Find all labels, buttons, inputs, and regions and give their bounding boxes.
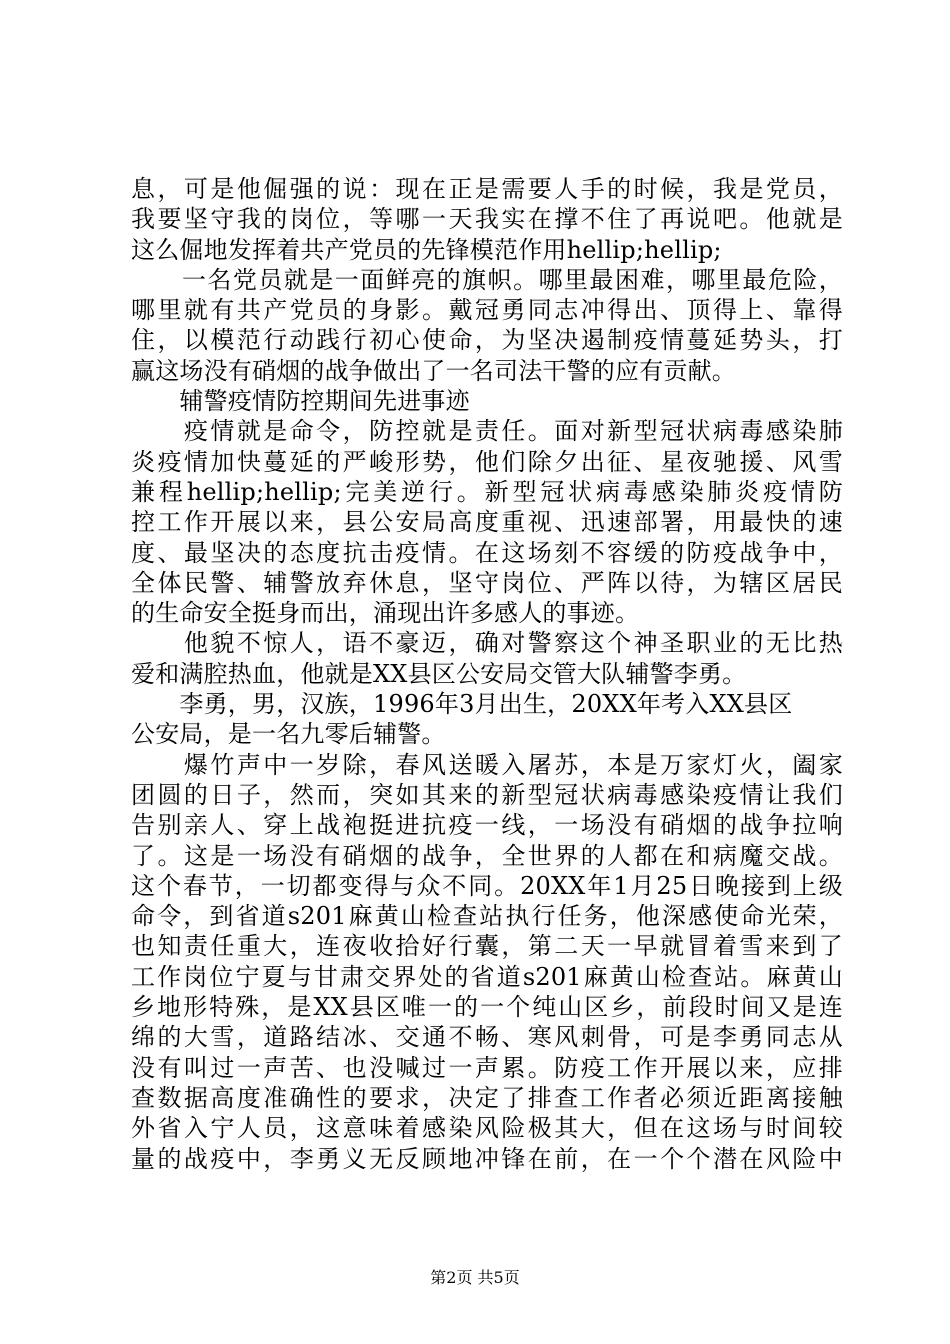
text-line: 的生命安全挺身而出，涌现出许多感人的事迹。 xyxy=(131,599,640,628)
text-line: 爱和满腔热血，他就是XX县区公安局交管大队辅警李勇。 xyxy=(131,659,747,688)
text-line: 绵的大雪，道路结冰、交通不畅、寒风刺骨，可是李勇同志从 xyxy=(131,1023,843,1052)
text-line: 全体民警、辅警放弃休息，坚守岗位、严阵以待，为辖区居民 xyxy=(131,568,843,597)
text-line: 命令，到省道s201麻黄山检查站执行任务，他深感使命光荣， xyxy=(131,902,843,931)
page-footer: 第2页 共5页 xyxy=(430,1268,520,1287)
text-line: 度、最坚决的态度抗击疫情。在这场刻不容缓的防疫战争中， xyxy=(131,538,843,567)
text-line: 这么倔地发挥着共产党员的先锋模范作用hellip;hellip; xyxy=(131,235,722,264)
text-line: 查数据高度准确性的要求，决定了排查工作者必须近距离接触 xyxy=(131,1083,843,1112)
text-line: 哪里就有共产党员的身影。戴冠勇同志冲得出、顶得上、靠得 xyxy=(131,296,843,325)
text-line: 乡地形特殊，是XX县区唯一的一个纯山区乡，前段时间又是连 xyxy=(131,993,843,1022)
text-line: 辅警疫情防控期间先进事迹 xyxy=(131,387,470,416)
text-line: 炎疫情加快蔓延的严峻形势，他们除夕出征、星夜驰援、风雪 xyxy=(131,447,843,476)
text-line: 外省入宁人员，这意味着感染风险极其大，但在这场与时间较 xyxy=(131,1114,843,1143)
text-line: 李勇，男，汉族，1996年3月出生，20XX年考入XX县区 xyxy=(131,690,793,719)
text-line: 量的战疫中，李勇义无反顾地冲锋在前，在一个个潜在风险中 xyxy=(131,1144,843,1173)
text-line: 他貌不惊人，语不豪迈，确对警察这个神圣职业的无比热 xyxy=(131,629,843,658)
text-line: 这个春节，一切都变得与众不同。20XX年1月25日晚接到上级 xyxy=(131,871,843,900)
text-line: 息，可是他倔强的说：现在正是需要人手的时候，我是党员， xyxy=(131,175,843,203)
text-line: 我要坚守我的岗位，等哪一天我实在撑不住了再说吧。他就是 xyxy=(131,205,843,234)
text-line: 疫情就是命令，防控就是责任。面对新型冠状病毒感染肺 xyxy=(131,417,843,446)
text-line: 控工作开展以来，县公安局高度重视、迅速部署，用最快的速 xyxy=(131,508,843,537)
text-line: 爆竹声中一岁除，春风送暖入屠苏，本是万家灯火，阖家 xyxy=(131,750,843,779)
text-line: 住，以模范行动践行初心使命，为坚决遏制疫情蔓延势头，打 xyxy=(131,326,843,355)
text-line: 一名党员就是一面鲜亮的旗帜。哪里最困难，哪里最危险， xyxy=(131,265,843,294)
text-line: 赢这场没有硝烟的战争做出了一名司法干警的应有贡献。 xyxy=(131,356,736,385)
body-text xyxy=(131,174,843,1174)
text-line: 兼程hellip;hellip;完美逆行。新型冠状病毒感染肺炎疫情防 xyxy=(131,477,843,506)
text-line: 工作岗位宁夏与甘肃交界处的省道s201麻黄山检查站。麻黄山 xyxy=(131,962,843,991)
text-line: 也知责任重大，连夜收拾好行囊，第二天一早就冒着雪来到了 xyxy=(131,932,843,961)
text-line: 公安局，是一名九零后辅警。 xyxy=(131,720,446,749)
text-line: 没有叫过一声苦、也没喊过一声累。防疫工作开展以来，应排 xyxy=(131,1053,843,1082)
text-line: 告别亲人、穿上战袍挺进抗疫一线，一场没有硝烟的战争拉响 xyxy=(131,811,843,840)
text-line: 团圆的日子，然而，突如其来的新型冠状病毒感染疫情让我们 xyxy=(131,780,843,809)
text-line: 了。这是一场没有硝烟的战争，全世界的人都在和病魔交战。 xyxy=(131,841,843,870)
